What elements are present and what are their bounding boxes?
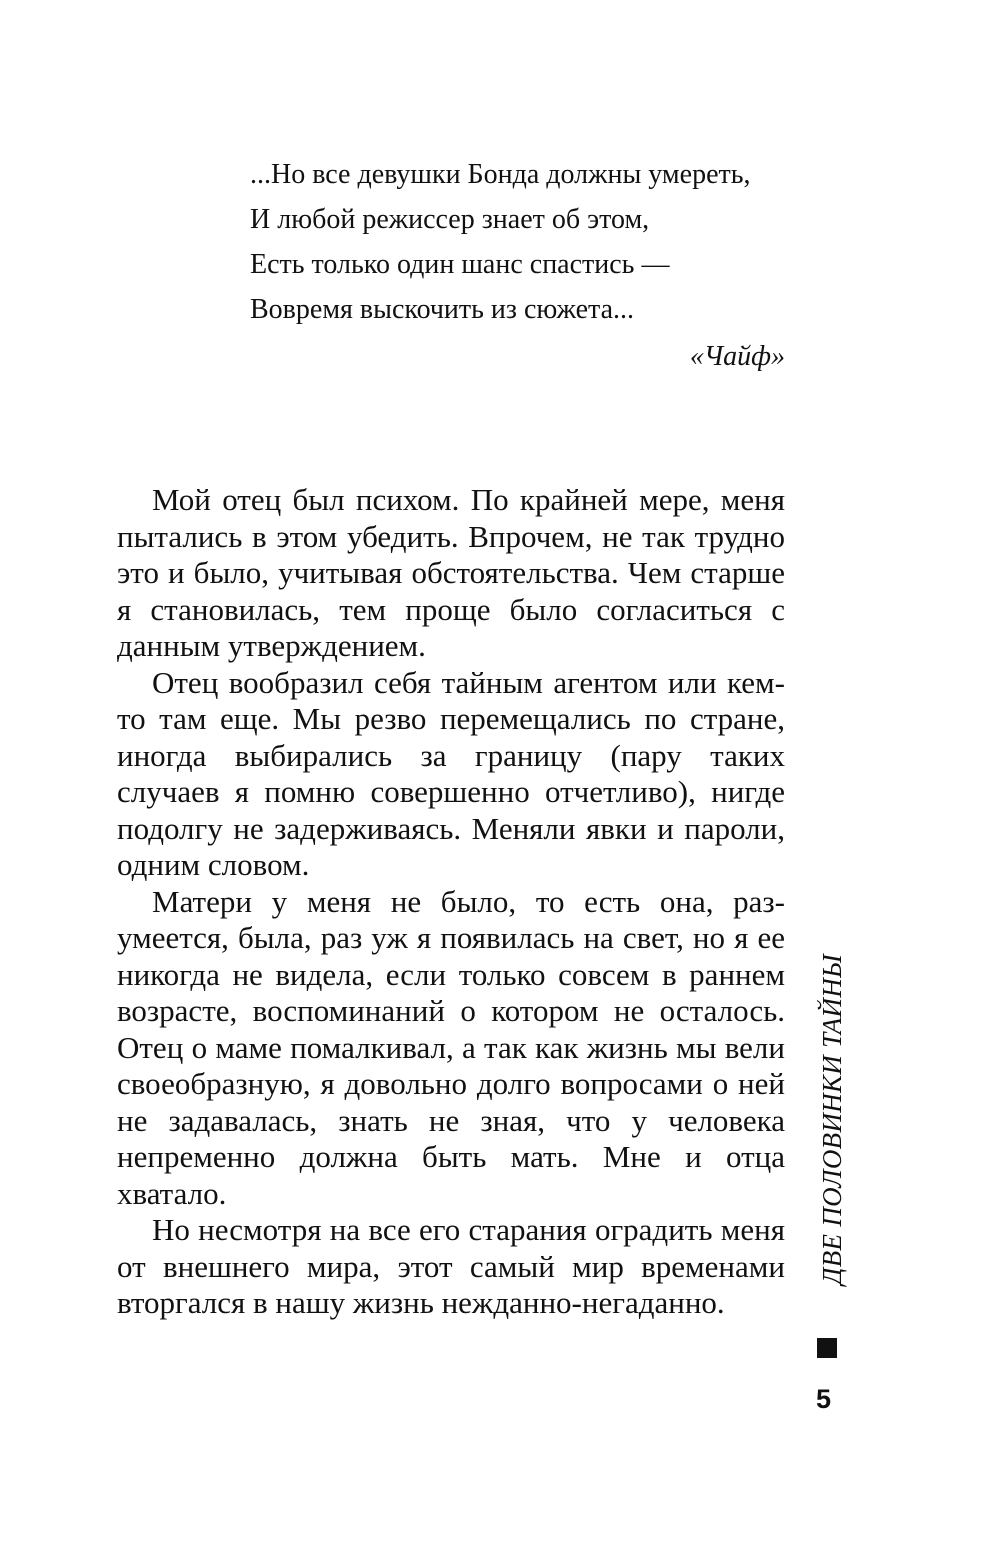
body-text [117, 482, 785, 1322]
square-bullet-icon [817, 1338, 837, 1358]
running-title-text: ДВЕ ПОЛОВИНКИ ТАЙНЫ [817, 954, 847, 1285]
epigraph-line: Вовремя выскочить из сюжета... [250, 294, 635, 325]
epigraph-line: И любой режиссер знает об этом, [250, 204, 650, 235]
epigraph-line: ...Но все девушки Бонда должны умереть, [250, 159, 751, 190]
paragraph: Матери у меня не было, то есть она, разумеется, была, раз уж я появилась на свет, но я ее никогда не видела, если только совсем в раннем возрасте, воспоминаний о котором не осталось. Отец о маме помалкивал, а так как жизнь мы вели своеобразную, я довольно долго вопросами о ней не задавалась, знать не зная, что у человека непременно должна быть мать. Мне и отца хватало. [117, 883, 785, 1211]
running-title [812, 954, 852, 1360]
paragraph: Отец вообразил себя тайным агентом или кем-то там еще. Мы резво перемещались по стране, иногда выбирались за границу (пару таких случаев я помню совершенно отчетливо), нигде подолгу не задерживаясь. Меняли явки и пароли, одним словом. [117, 664, 785, 882]
epigraph-attribution: «Чайф» [689, 341, 785, 372]
epigraph-line: Есть только один шанс спастись — [250, 249, 670, 280]
epigraph [250, 152, 790, 379]
paragraph: Но несмотря на все его старания оградить меня от внешнего мира, этот самый мир временами вторгался в нашу жизнь нежданно-негаданно. [117, 1212, 785, 1320]
page-number: 5 [816, 1384, 832, 1414]
paragraph: Мой отец был психом. По крайней мере, меня пытались в этом убедить. Впрочем, не так трудно это и было, учитывая обстоятельства. Чем старше я становилась, тем проще было согласиться с данным утверждением. [117, 482, 785, 663]
